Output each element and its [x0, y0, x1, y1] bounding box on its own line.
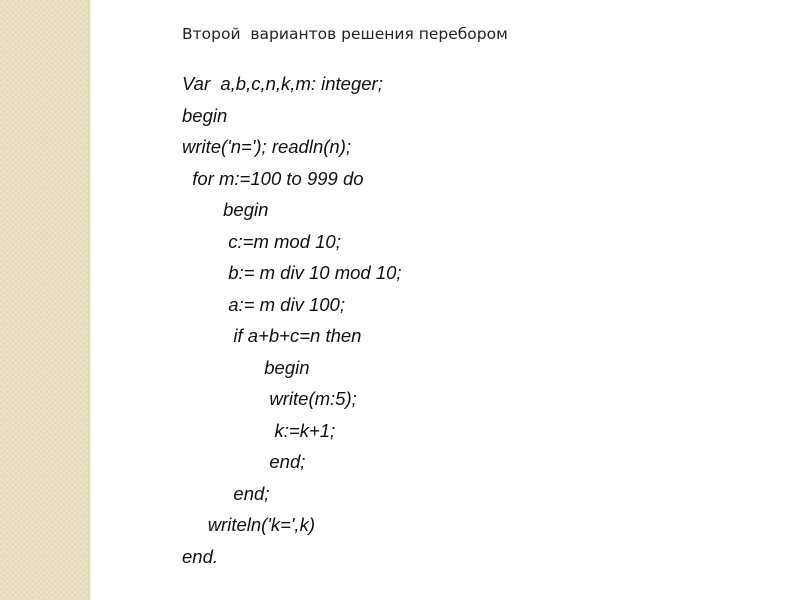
code-line: begin: [182, 104, 228, 126]
code-line: if a+b+c=n then: [182, 325, 362, 346]
code-line: write(m:5);: [182, 388, 357, 409]
code-line: begin: [182, 199, 269, 220]
code-line: for m:=100 to 999 do: [182, 167, 364, 189]
sidebar-edge: [88, 0, 91, 600]
code-line: a:= m div 100;: [182, 293, 345, 315]
slide-title: Второй вариантов решения перебором: [182, 25, 508, 43]
code-line: end.: [182, 545, 219, 567]
code-line: Var a,b,c,n,k,m: integer;: [182, 73, 383, 94]
code-block: [182, 68, 402, 572]
code-line: c:=m mod 10;: [182, 230, 341, 252]
code-line: k:=k+1;: [182, 419, 336, 441]
code-line: begin: [182, 356, 310, 378]
code-line: write('n='); readln(n);: [182, 136, 351, 157]
code-line: writeln('k=',k): [182, 514, 315, 535]
code-line: end;: [182, 451, 306, 472]
code-line: b:= m div 10 mod 10;: [182, 262, 402, 283]
code-line: end;: [182, 482, 270, 504]
decorative-sidebar: [0, 0, 88, 600]
